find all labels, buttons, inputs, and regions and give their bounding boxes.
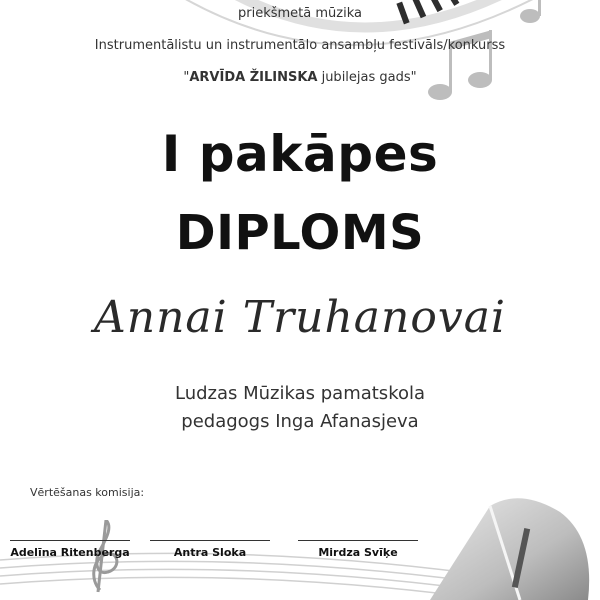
signature-line (150, 540, 270, 541)
jubilee-name: ARVĪDA ŽILINSKA (189, 70, 318, 85)
recipient-name: Annai Truhanovai (93, 292, 507, 343)
signature-block-3 (298, 540, 418, 559)
jubilee-rest: jubilejas gads" (317, 70, 417, 85)
diploma-degree: I pakāpes (161, 125, 439, 183)
grand-piano-image (420, 488, 600, 600)
festival-line: Instrumentālistu un instrumentālo ansambļu festivāls/konkurss (94, 38, 506, 53)
committee-member-3: Mirdza Svīķe (318, 546, 398, 559)
diploma-title: DIPLOMS (175, 205, 425, 261)
subject-line: priekšmetā mūzika (238, 6, 362, 21)
committee-member-2: Antra Sloka (173, 546, 247, 559)
teacher-name: pedagogs Inga Afanasjeva (181, 411, 419, 432)
jubilee-line (0, 70, 600, 85)
signature-line (298, 540, 418, 541)
school-name: Ludzas Mūzikas pamatskola (174, 383, 426, 404)
signature-line (10, 540, 130, 541)
signature-block-2 (150, 540, 270, 559)
jubilee-open-quote: " (183, 70, 190, 85)
committee-label: Vērtēšanas komisija: (30, 486, 145, 499)
signature-block-1 (10, 540, 130, 559)
committee-member-1: Adelīna Ritenberga (10, 546, 130, 559)
